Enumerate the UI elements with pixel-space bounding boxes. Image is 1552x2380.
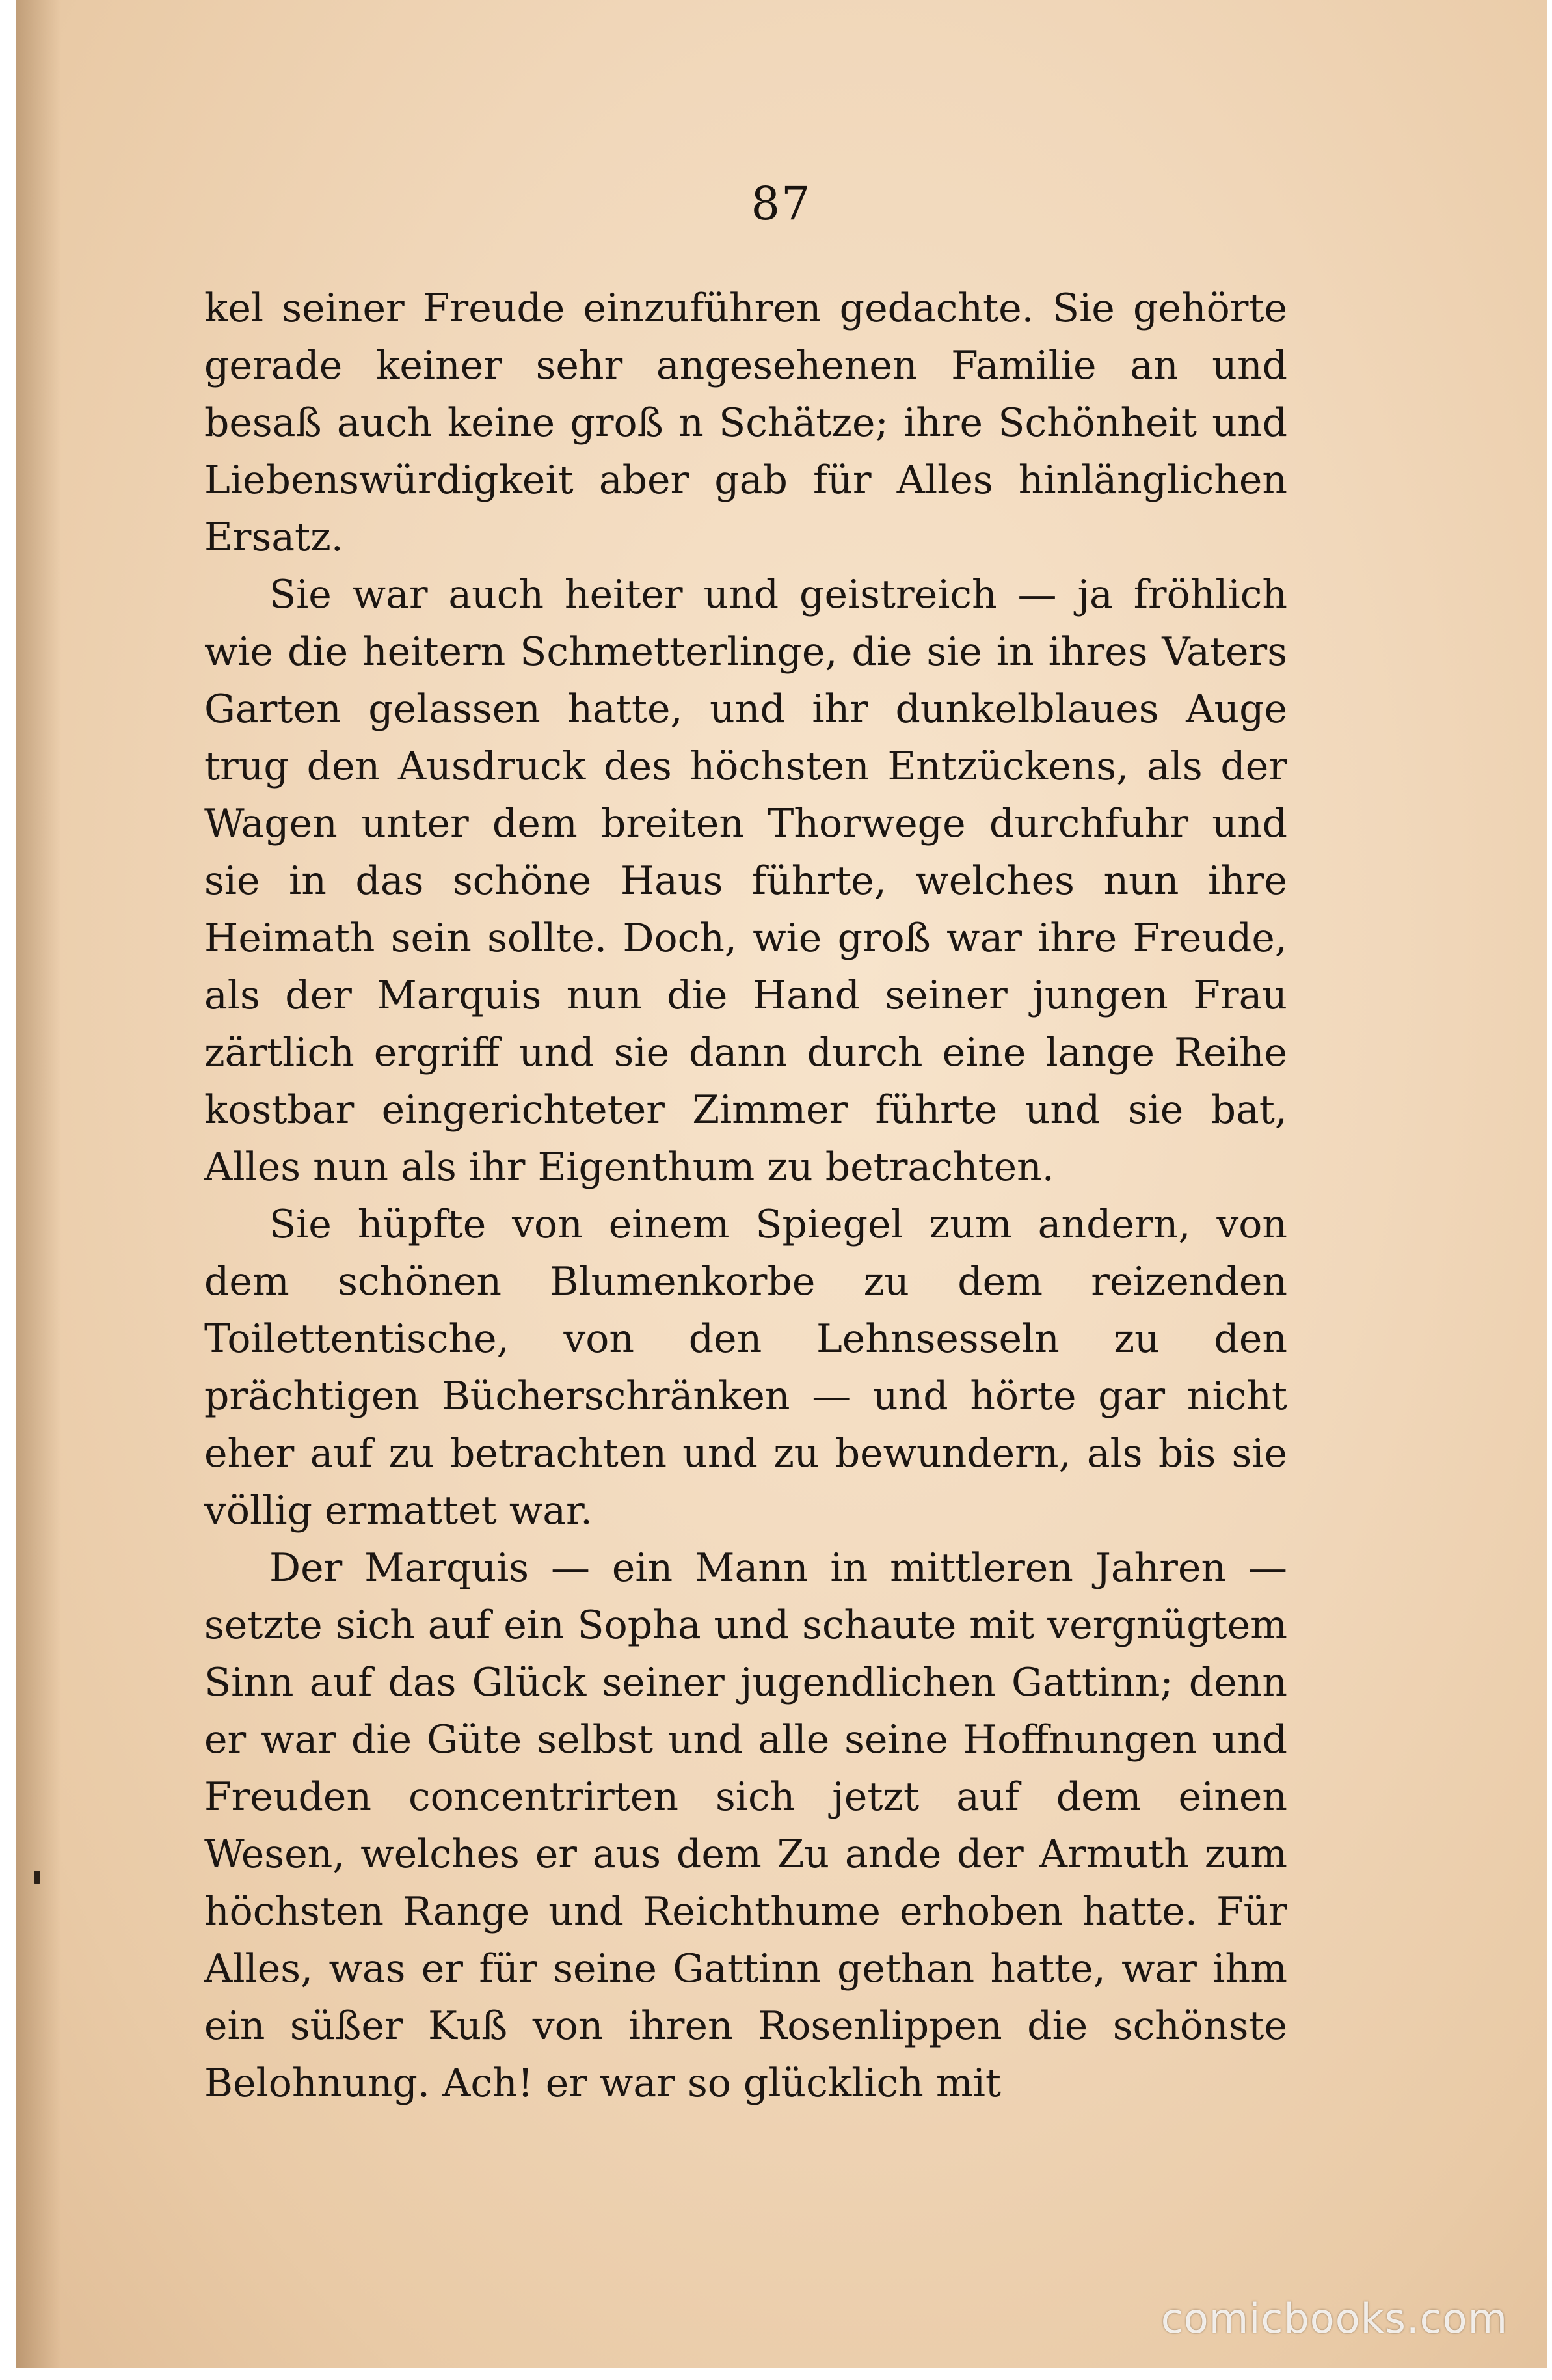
paragraph-4: Der Marquis — ein Mann in mittleren Jahren — setzte sich auf ein Sopha und schaute mit vergnügtem Sinn auf das Glück seiner jugendlichen Gattinn; denn er war die Güte selbst und alle seine Hoffnungen und Freuden concentrirten sich jetzt auf dem einen Wesen, welches er aus dem Zu ande der Armuth zum höchsten Range und Reichthume erhoben hatte. Für Alles, was er für seine Gattinn gethan hatte, war ihm ein süßer Kuß von ihren Rosenlippen die schönste Belohnung. Ach! er war so glücklich mit	[204, 1545, 1287, 2106]
paragraph-3: Sie hüpfte von einem Spiegel zum andern, von dem schönen Blumenkorbe zu dem reizenden Toilettentische, von den Lehnsesseln zu den prächtigen Bücherschränken — und hörte gar nicht eher auf zu betrachten und zu bewundern, als bis sie völlig ermattet war.	[204, 1202, 1287, 1534]
page-number: 87	[751, 177, 812, 230]
watermark: comicbooks.com	[1160, 2295, 1508, 2342]
paragraph-1: kel seiner Freude einzuführen gedachte. Sie gehörte gerade keiner sehr angesehenen Familie an und besaß auch keine groß n Schätze; ihre Schönheit und Liebenswürdigkeit aber gab für Alles hinlänglichen Ersatz.	[204, 286, 1287, 560]
binding-shadow	[16, 0, 61, 2368]
page-text	[204, 280, 1287, 2112]
paragraph-2: Sie war auch heiter und geistreich — ja fröhlich wie die heitern Schmetterlinge, die sie in ihres Vaters Garten gelassen hatte, und ihr dunkelblaues Auge trug den Ausdruck des höchsten Entzückens, als der Wagen unter dem breiten Thorwege durchfuhr und sie in das schöne Haus führte, welches nun ihre Heimath sein sollte. Doch, wie groß war ihre Freude, als der Marquis nun die Hand seiner jungen Frau zärtlich ergriff und sie dann durch eine lange Reihe kostbar eingerichteter Zimmer führte und sie bat, Alles nun als ihr Eigenthum zu betrachten.	[204, 572, 1287, 1190]
ink-mark	[34, 1871, 40, 1884]
book-page	[16, 0, 1547, 2368]
